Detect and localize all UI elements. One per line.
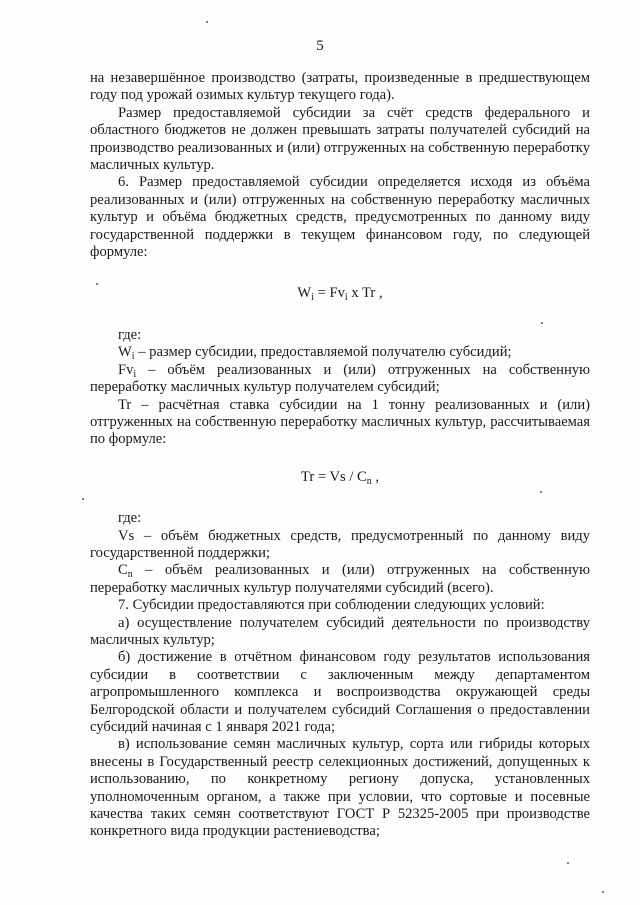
def-w-symbol: W — [118, 344, 132, 361]
scan-speck — [567, 862, 569, 864]
definition-tr: Tr – расчётная ставка субсидии на 1 тонну реализованных и (или) отгруженных на собственную переработку масличных культур, рассчитываемая по формуле: — [90, 396, 590, 448]
formula1-mid-sub: i — [344, 292, 348, 304]
formula1-rhs: x Tr , — [347, 285, 383, 302]
where-label-1: где: — [118, 326, 142, 343]
formula-subsidy-amount — [90, 285, 590, 302]
scan-speck — [602, 891, 604, 893]
scan-speck — [82, 498, 84, 500]
def-fv-text: – объём реализованных и (или) отгруженных на собственную переработку масличных культур получателем субсидий; — [90, 361, 590, 396]
formula-rate — [90, 469, 590, 486]
condition-c: в) использование семян масличных культур, сорта или гибриды которых внесены в Государственный реестр селекционных достижений, допущенных к использованию, по конкретному региону допуска, установленных уполномоченным органом, а также при условии, что сортовые и посевные качества таких семян соответствуют ГОСТ Р 52325-2005 при производстве конкретного вида продукции растениеводства; — [90, 736, 590, 840]
paragraph-item-7: 7. Субсидии предоставляются при соблюдении следующих условий: — [118, 597, 545, 614]
paragraph-subsidy-limit: Размер предоставляемой субсидии за счёт средств федерального и областного бюджетов не должен превышать затраты получателей субсидий на производство реализованных и (или) отгруженных на собственную переработку масличных культур. — [90, 104, 590, 174]
where-label-2: где: — [118, 510, 142, 527]
scan-speck — [541, 322, 543, 324]
def-fv-symbol: Fv — [118, 361, 134, 378]
formula1-lhs-sub: i — [311, 292, 314, 304]
definition-w — [90, 344, 590, 361]
formula2-tail: , — [371, 468, 380, 485]
def-cn-symbol: C — [118, 562, 128, 579]
definition-vs: Vs – объём бюджетных средств, предусмотренный по данному виду государственной поддержки; — [90, 527, 590, 561]
scan-speck — [96, 283, 98, 285]
scan-speck — [540, 491, 542, 493]
formula2-text: Tr = Vs / C — [300, 468, 367, 485]
def-w-sub: i — [131, 351, 135, 363]
condition-b: б) достижение в отчётном финансовом году результатов использования субсидии в соответствии с заключенным между департаментом агропромышленного комплекса и воспроизводства окружающей среды Белгородской области и получателем субсидий Соглашения о предоставлении субсидий начиная с 1 января 2021 года; — [90, 649, 590, 735]
formula1-lhs: W — [297, 285, 312, 302]
formula1-mid: = Fv — [313, 285, 345, 302]
scan-speck — [206, 21, 208, 23]
def-w-text: – размер субсидии, предоставляемой получателю субсидий; — [134, 344, 512, 361]
formula2-sub: n — [366, 475, 372, 487]
paragraph-continuation: на незавершённое производство (затраты, произведенные в предшествующем году под урожай озимых культур текущего года). — [90, 70, 590, 104]
condition-a: а) осуществление получателем субсидий деятельности по производству масличных культур; — [90, 614, 590, 648]
page-number: 5 — [316, 38, 324, 54]
def-fv-sub: i — [133, 368, 137, 380]
definition-fv — [90, 362, 590, 397]
def-cn-text: – объём реализованных и (или) отгруженных на собственную переработку масличных культур получателями субсидий (всего). — [90, 562, 590, 596]
document-body — [90, 70, 590, 841]
paragraph-item-6: 6. Размер предоставляемой субсидии определяется исходя из объёма реализованных и (или) отгруженных на собственную переработку масличных культур и объёма бюджетных средств, предусмотренных по данному виду государственной поддержки в текущем финансовом году, по следующей формуле: — [90, 174, 590, 261]
definition-cn — [90, 562, 590, 597]
def-cn-sub: n — [127, 569, 133, 581]
